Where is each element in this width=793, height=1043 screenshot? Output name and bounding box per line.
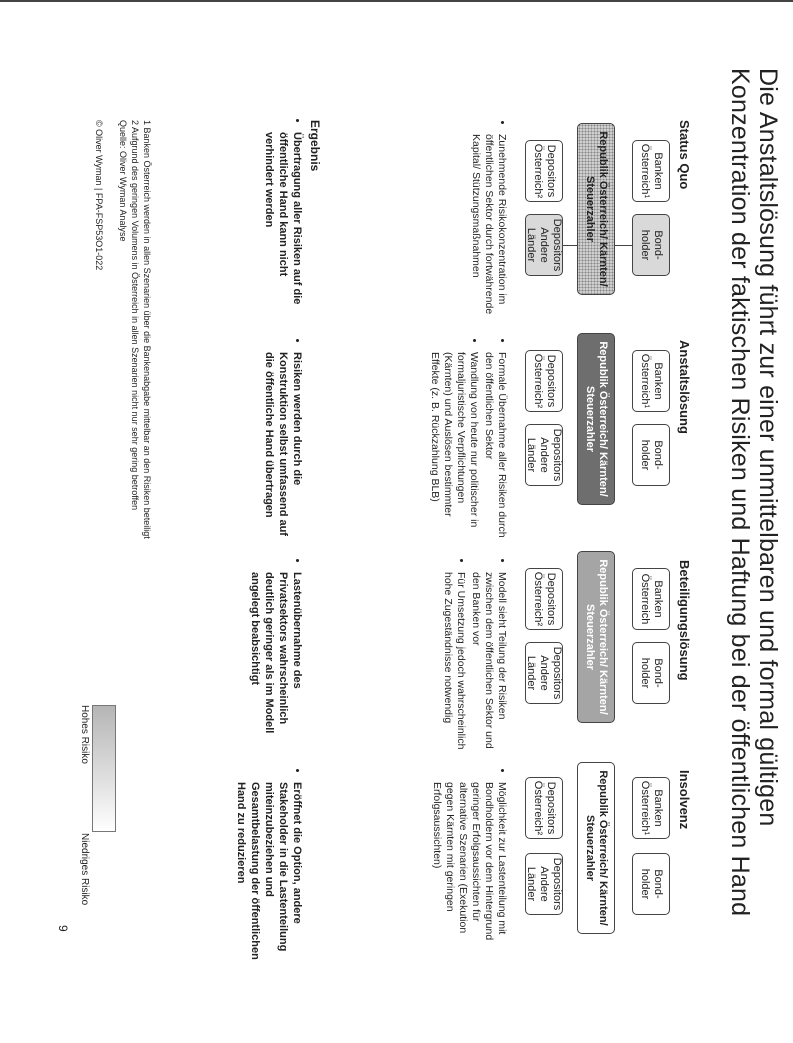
box-banken: Banken Österreich¹	[632, 140, 670, 202]
connector-line	[615, 245, 632, 246]
legend-low-risk: Niedriges Risiko	[79, 833, 90, 906]
title-line-2: Konzentration der faktischen Risiken und Haftung bei der öffentlichen Hand	[726, 68, 754, 917]
footnote-2: 2 Aufgrund des geringen Volumens in Österreich in allen Szenarien nicht nur sehr gering betroffen	[130, 120, 140, 511]
bullet-item: • Wandlung von heute nur politischer in formaljuristische Verpflichtungen (Kärnten) und Auslösen bestimmter Effekte (z. B. Rückzahlung BLB)	[428, 352, 480, 540]
box-depositors-oesterreich: Depositors Österreich²	[525, 568, 563, 630]
ergebnis-status-quo	[262, 120, 304, 320]
box-bondholder: Bond-holder	[632, 424, 670, 486]
ergebnis-item: • Übertragung aller Risiken auf die öffentliche Hand kann nicht verhindert werden	[262, 132, 304, 320]
footnote-source: Quelle: Oliver Wyman Analyse	[118, 120, 128, 242]
box-depositors-andere: Depositors Andere Länder	[525, 642, 563, 704]
ergebnis-item: • Risiken werden durch die Konstruktion selbst umfassend auf die öffentliche Hand übertragen	[262, 352, 304, 540]
bullet-item: • Möglichkeit zur Lastenteilung mit Bondholdern vor dem Hintergrund geringer Erfolgsaussichten für alternative Szenarien (Exekution gegen Kärnten mit geringen Erfolgsaussichten)	[430, 782, 508, 960]
bullet-list-anstalt	[426, 340, 508, 540]
bullet-item: • Zunehmende Risikokonzentration im öffentlichen Sektor durch fortwährende Kapital/ Stützungsmaßnahmen	[469, 134, 508, 322]
box-depositors-oesterreich: Depositors Österreich²	[525, 777, 563, 839]
box-republik: Republik Österreich/ Kärnten/ Steuerzahler	[577, 551, 615, 723]
title-line-1: Die Anstaltslösung führt zur einer unmittelbaren und formal gültigen	[754, 68, 782, 827]
box-republik: Republik Österreich/ Kärnten/ Steuerzahler	[577, 123, 615, 295]
ergebnis-insolvenz	[234, 770, 304, 960]
legend-high-risk: Hohes Risiko	[79, 705, 90, 764]
bullet-list-insolvenz	[428, 770, 508, 960]
ergebnis-anstalt	[262, 340, 304, 540]
copyright: © Oliver Wyman | FPA-FSP53O1-022	[94, 120, 104, 271]
footnote-1: 1 Banken Österreich werden in allen Szenarien über die Bankenabgabe mittelbar an den Risiken beteiligt	[142, 120, 152, 539]
column-header-anstalt: Anstaltslösung	[677, 340, 692, 434]
ergebnis-label: Ergebnis	[308, 120, 322, 172]
box-depositors-andere: Depositors Andere Länder	[525, 853, 563, 915]
page-number: 9	[56, 925, 70, 932]
box-republik: Republik Österreich/ Kärnten/ Steuerzahler	[577, 762, 615, 934]
box-depositors-andere: Depositors Andere Länder	[525, 214, 563, 276]
box-republik: Republik Österreich/ Kärnten/ Steuerzahler	[577, 333, 615, 505]
ergebnis-item: • Eröffnet die Option, andere Stakeholder in die Lastenteilung miteinzubeziehen und Gesamtbelastung der öffentlichen Hand zu reduzieren	[234, 782, 304, 960]
box-banken: Banken Österreich	[632, 568, 670, 630]
bullet-list-status-quo	[467, 122, 508, 322]
connector-line	[563, 245, 577, 246]
column-header-insolvenz: Insolvenz	[677, 770, 692, 830]
box-banken: Banken Österreich¹	[632, 777, 670, 839]
bullet-list-beteiligung	[439, 560, 508, 750]
box-depositors-oesterreich: Depositors Österreich²	[525, 350, 563, 412]
column-header-status-quo: Status Quo	[677, 120, 692, 190]
box-bondholder: Bond-holder	[632, 853, 670, 915]
box-banken: Banken Österreich¹	[632, 350, 670, 412]
bullet-item: • Formale Übernahme aller Risiken durch den öffentlichen Sektor	[482, 352, 508, 540]
bullet-item: • Für Umsetzung jedoch wahrscheinlich hohe Zugeständnisse notwendig	[441, 572, 467, 750]
box-depositors-oesterreich: Depositors Österreich²	[525, 140, 563, 202]
risk-gradient-legend	[92, 705, 116, 832]
box-bondholder: Bond-holder	[632, 214, 670, 276]
ergebnis-beteiligung	[248, 560, 304, 750]
box-depositors-andere: Depositors Andere Länder	[525, 424, 563, 486]
bullet-item: • Modell sieht Teilung der Risiken zwischen dem öffentlichen Sektor und den Banken vor	[469, 572, 508, 750]
column-header-beteiligung: Beteiligungslösung	[677, 560, 692, 681]
ergebnis-item: • Lastenübernahme des Privatsektors wahrscheinlich deutlich geringer als im Modell angelegt beabsichtigt	[248, 572, 304, 750]
box-bondholder: Bond-holder	[632, 642, 670, 704]
